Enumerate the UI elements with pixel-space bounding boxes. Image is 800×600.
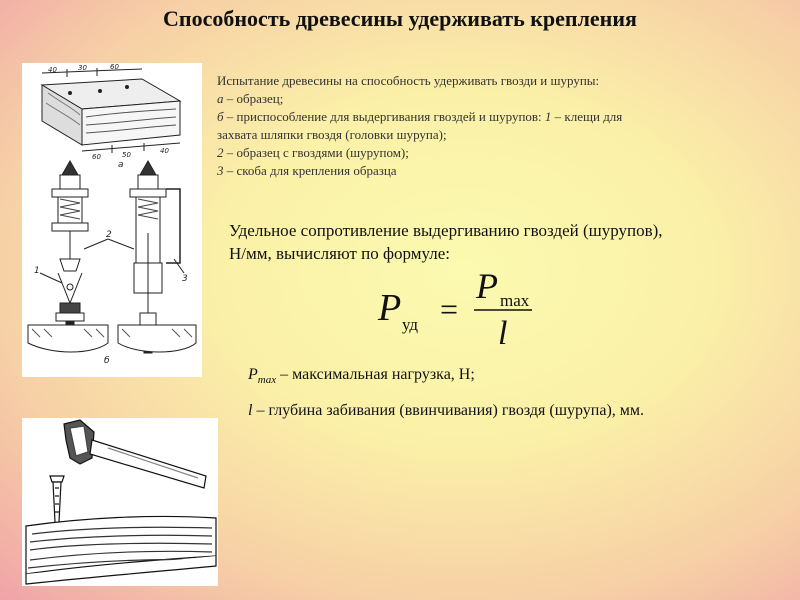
- dim-60-bottom: 60: [92, 153, 101, 161]
- apparatus-svg: [22, 63, 202, 377]
- pmax-text: – максимальная нагрузка, Н;: [276, 366, 475, 383]
- formula-equals: =: [440, 291, 459, 327]
- formula-lhs-sub: уд: [402, 315, 419, 334]
- formula-numerator: P: [476, 268, 498, 306]
- label-a: а: [118, 160, 124, 170]
- l-symbol: l: [248, 402, 253, 419]
- formula-numerator-sub: max: [500, 291, 530, 310]
- label-b: б: [104, 356, 110, 366]
- caption-line-3: 3 – скоба для крепления образца: [217, 163, 397, 178]
- test-apparatus-drawing: [22, 63, 202, 377]
- slide-title: Способность древесины удерживать крепления: [163, 6, 637, 31]
- caption-line-2: 2 – образец с гвоздями (шурупом);: [217, 145, 409, 160]
- hammer-nail-drawing: [22, 418, 218, 586]
- dim-30-top: 30: [78, 64, 87, 72]
- dim-60-top: 60: [110, 63, 119, 71]
- caption-line-a: а – образец;: [217, 91, 284, 106]
- formula-svg: [370, 268, 570, 348]
- intro-line-2: Н/мм, вычисляют по формуле:: [229, 244, 450, 263]
- intro-line-1: Удельное сопротивление выдергиванию гвоздей (шурупов),: [229, 221, 663, 240]
- l-text: – глубина забивания (ввинчивания) гвоздя (шурупа), мм.: [252, 402, 645, 419]
- definition-pmax: [248, 366, 475, 386]
- formula-lhs: P: [378, 287, 402, 329]
- label-2: 2: [106, 230, 112, 240]
- label-3: 3: [182, 274, 188, 284]
- figure-caption: [217, 72, 737, 180]
- formula-intro: [229, 219, 769, 265]
- label-1: 1: [34, 266, 40, 276]
- hammer-svg: [22, 418, 218, 586]
- dim-40-bottom: 40: [160, 147, 169, 155]
- definition-l: [248, 402, 644, 420]
- caption-line-4: захвата шляпки гвоздя (головки шурупа);: [217, 127, 447, 142]
- dim-50-bottom: 50: [122, 151, 131, 159]
- caption-line-1: Испытание древесины на способность удерживать гвозди и шурупы:: [217, 73, 600, 88]
- formula: [370, 268, 570, 348]
- caption-line-b: б – приспособление для выдергивания гвоздей и шурупов: 1 – клещи для: [217, 109, 623, 124]
- pmax-sub: max: [257, 374, 277, 387]
- dim-40-top: 40: [48, 66, 57, 74]
- pmax-symbol: P: [248, 366, 258, 383]
- formula-denominator: l: [498, 315, 508, 348]
